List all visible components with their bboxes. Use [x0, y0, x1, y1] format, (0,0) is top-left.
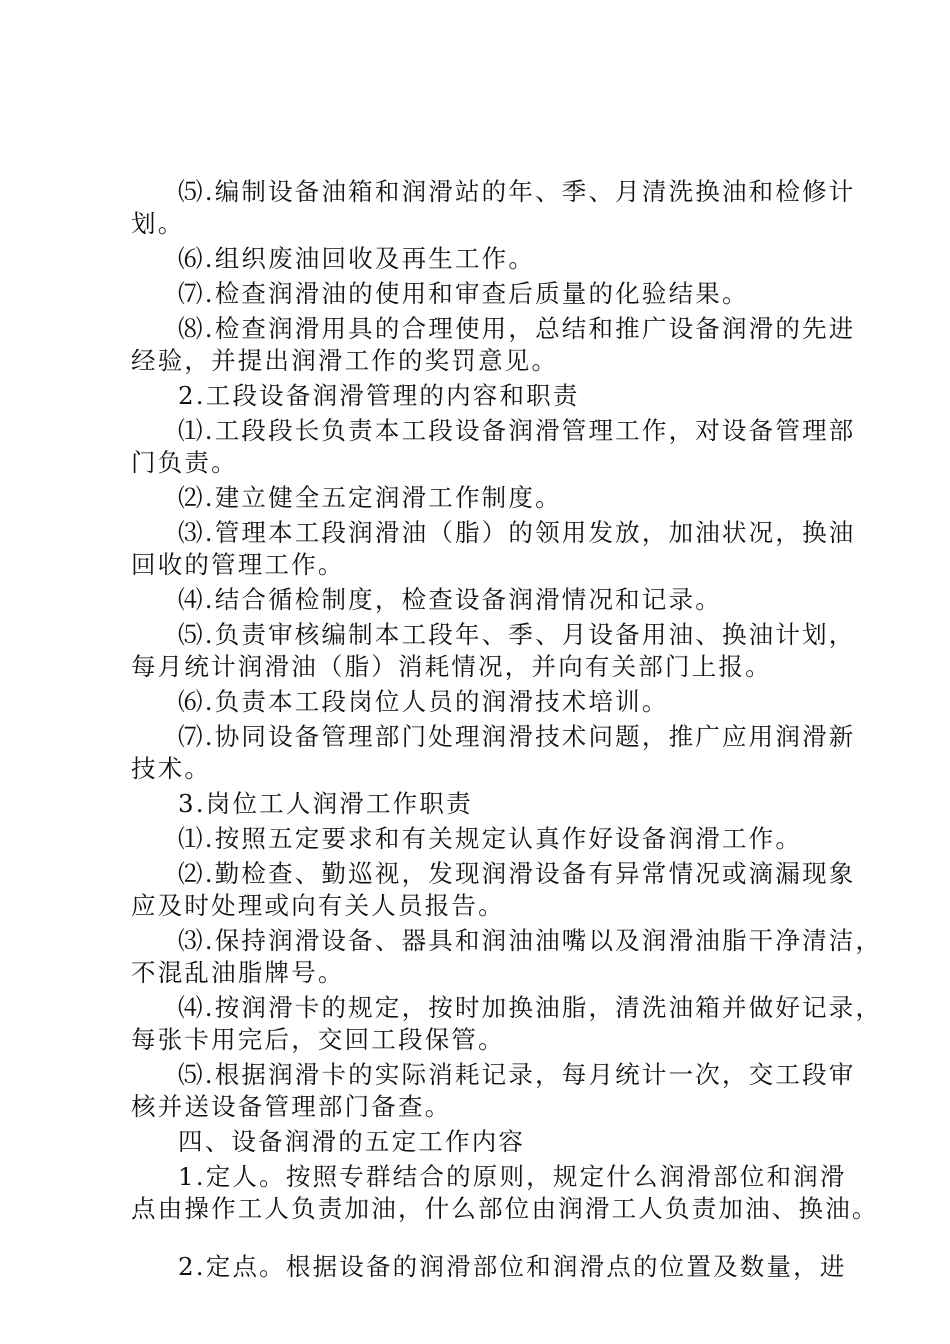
paragraph-line: 技术。	[131, 754, 212, 783]
paragraph-line: ⑵.勤检查、勤巡视，发现润滑设备有异常情况或滴漏现象	[178, 859, 856, 888]
paragraph-line: ⑷.结合循检制度，检查设备润滑情况和记录。	[178, 585, 722, 614]
paragraph-line: 回收的管理工作。	[131, 550, 345, 579]
section-heading: 四、设备润滑的五定工作内容	[178, 1127, 526, 1156]
paragraph-line: 点由操作工人负责加油，什么部位由润滑工人负责加油、换油。	[131, 1194, 879, 1223]
paragraph-line: 门负责。	[131, 448, 238, 477]
paragraph-line: 应及时处理或向有关人员报告。	[131, 891, 505, 920]
paragraph-line: ⑹.组织废油回收及再生工作。	[178, 244, 536, 273]
paragraph-line: 1.定人。按照专群结合的原则，规定什么润滑部位和润滑	[178, 1162, 847, 1191]
paragraph-line: 核并送设备管理部门备查。	[131, 1092, 452, 1121]
paragraph-line: 划。	[131, 209, 185, 238]
paragraph-line: ⑶.管理本工段润滑油（脂）的领用发放，加油状况，换油	[178, 518, 856, 547]
paragraph-line: ⑺.协同设备管理部门处理润滑技术问题，推广应用润滑新	[178, 722, 856, 751]
paragraph-line: 不混乱油脂牌号。	[131, 958, 345, 987]
section-heading: 2.工段设备润滑管理的内容和职责	[178, 381, 580, 410]
paragraph-line: ⑴.按照五定要求和有关规定认真作好设备润滑工作。	[178, 824, 803, 853]
paragraph-line: ⑶.保持润滑设备、器具和润油油嘴以及润滑油脂干净清洁，	[178, 926, 883, 955]
paragraph-line: ⑵.建立健全五定润滑工作制度。	[178, 483, 562, 512]
paragraph-line: ⑷.按润滑卡的规定，按时加换油脂，清洗油箱并做好记录，	[178, 993, 883, 1022]
paragraph-line: ⑴.工段段长负责本工段设备润滑管理工作，对设备管理部	[178, 416, 856, 445]
paragraph-line: ⑹.负责本工段岗位人员的润滑技术培训。	[178, 687, 669, 716]
paragraph-line: 每张卡用完后，交回工段保管。	[131, 1025, 505, 1054]
section-heading: 3.岗位工人润滑工作职责	[178, 789, 473, 818]
paragraph-line: ⑸.根据润滑卡的实际消耗记录，每月统计一次，交工段审	[178, 1060, 856, 1089]
paragraph-line: ⑸.负责审核编制本工段年、季、月设备用油、换油计划，	[178, 620, 856, 649]
paragraph-line: 每月统计润滑油（脂）消耗情况，并向有关部门上报。	[131, 652, 772, 681]
paragraph-line: ⑸.编制设备油箱和润滑站的年、季、月清洗换油和检修计	[178, 177, 856, 206]
paragraph-line: 2.定点。根据设备的润滑部位和润滑点的位置及数量，进	[178, 1252, 847, 1281]
paragraph-line: ⑺.检查润滑油的使用和审查后质量的化验结果。	[178, 279, 749, 308]
paragraph-line: 经验，并提出润滑工作的奖罚意见。	[131, 346, 559, 375]
paragraph-line: ⑻.检查润滑用具的合理使用，总结和推广设备润滑的先进	[178, 314, 856, 343]
